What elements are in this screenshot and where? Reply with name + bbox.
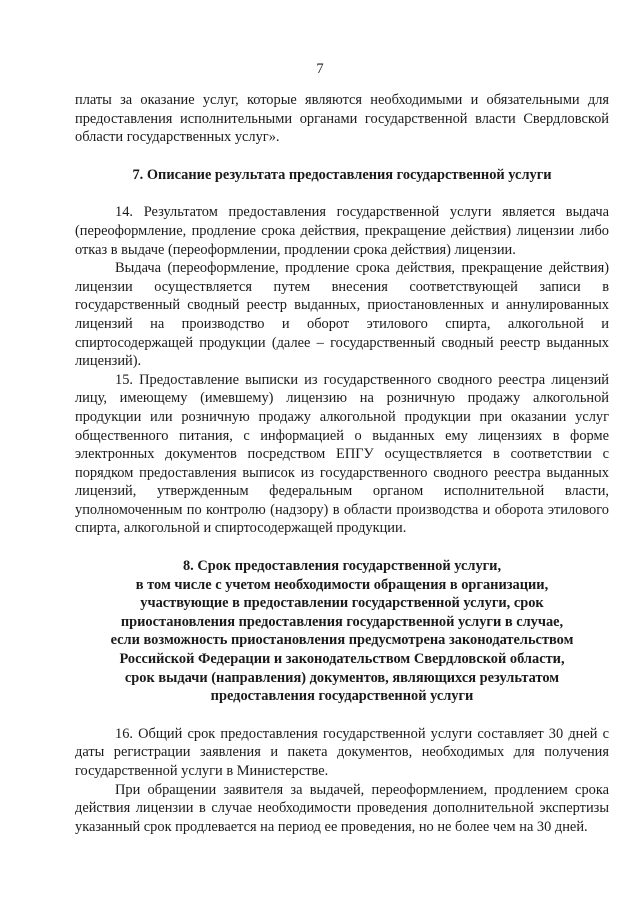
- section-8-heading-line: срок выдачи (направления) документов, являющихся результатом: [124, 669, 560, 686]
- document-body: [75, 91, 609, 836]
- intro-paragraph: платы за оказание услуг, которые являются необходимыми и обязательными для предоставления исполнительными органами государственной власти Свердловской области государственных услуг».: [75, 92, 609, 146]
- paragraph-16: 16. Общий срок предоставления государственной услуги составляет 30 дней с даты регистрации заявления и пакета документов, необходимых для получения государственной услуги в Министерстве.: [75, 725, 609, 779]
- section-8-heading-line: участвующие в предоставлении государственной услуги, срок: [140, 595, 544, 612]
- page-number: 7: [316, 61, 324, 77]
- section-8-heading-line: в том числе с учетом необходимости обращения в организации,: [135, 576, 549, 593]
- section-8-heading-line: 8. Срок предоставления государственной услуги,: [182, 558, 502, 575]
- paragraph-14-continued: Выдача (переоформление, продление срока действия, прекращение действия) лицензии осуществляется путем внесения соответствующей записи в государственный сводный реестр выданных, приостановленных и аннулированных лицензий на производство и оборот этилового спирта, алкогольной и спиртосодержащей продукции (далее – государственный сводный реестр выданных лицензий).: [75, 260, 609, 370]
- paragraph-15: 15. Предоставление выписки из государственного сводного реестра лицензий лицу, имеющему (имевшему) лицензию на розничную продажу алкогольной продукции или розничную продажу алкогольной продукции при оказании услуг общественного питания, с информацией о выданных ему лицензиях в форме электронных документов посредством ЕПГУ осуществляется в соответствии с порядком предоставления выписок из государственного сводного реестра выданных лицензий, утвержденным федеральным органом исполнительной власти, уполномоченным по контролю (надзору) в области производства и оборота этилового спирта, алкогольной и спиртосодержащей продукции.: [75, 371, 609, 537]
- section-8-heading-line: Российской Федерации и законодательством Свердловской области,: [119, 651, 565, 668]
- section-8-heading-line: если возможность приостановления предусмотрена законодательством: [110, 632, 574, 649]
- section-8-heading-line: предоставления государственной услуги: [210, 688, 474, 705]
- section-8-heading: [75, 557, 609, 706]
- paragraph-14: 14. Результатом предоставления государственной услуги является выдача (переоформление, продление срока действия, прекращение действия) лицензии либо отказ в выдаче (переоформлении, продлении срока действия) лицензии.: [75, 204, 609, 258]
- section-7-heading: 7. Описание результата предоставления государственной услуги: [132, 166, 552, 183]
- section-8-heading-line: приостановления предоставления государственной услуги в случае,: [120, 613, 564, 630]
- paragraph-16-continued: При обращении заявителя за выдачей, переоформлением, продлением срока действия лицензии в случае необходимости проведения дополнительной экспертизы указанный срок продлевается на период ее проведения, но не более чем на 30 дней.: [75, 781, 609, 835]
